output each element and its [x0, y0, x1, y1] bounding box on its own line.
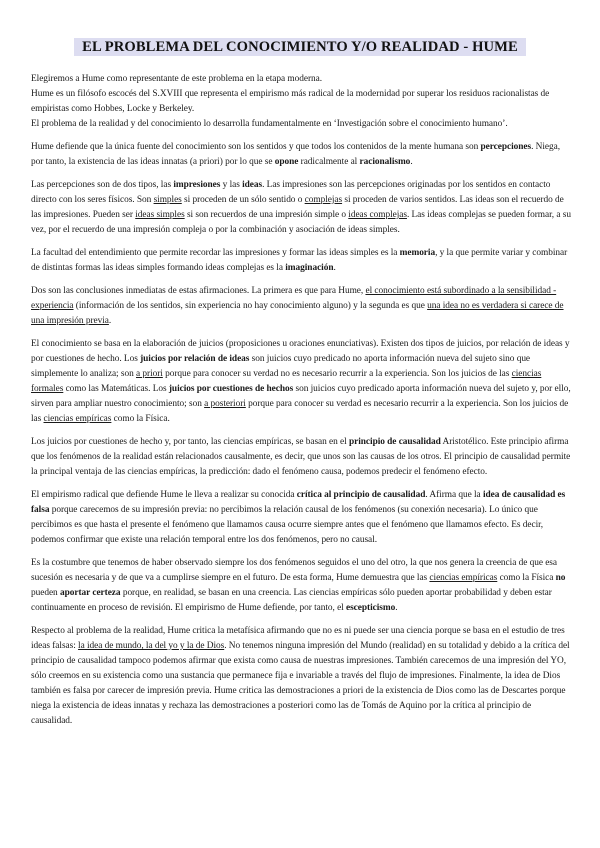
text-run: como las Matemáticas. Los [63, 384, 169, 394]
bold-term: escepticismo [346, 603, 396, 613]
bold-term: ideas [242, 180, 263, 190]
text-run: El conocimiento se basa en la elaboración de juicios (proposiciones u oraciones enunciativas). Existen dos tipos de juicios, por relación de ideas y por cuestiones de hecho. Los [31, 339, 570, 364]
text-run: Es la costumbre que tenemos de haber observado siempre los dos fenómenos seguidos el uno del otro, la que nos genera la creencia de que esa sucesión es necesaria y de que va a cumplirse siempre en el futuro. De esta forma, Hume demuestra que las [31, 558, 557, 583]
text-run: Los juicios por cuestiones de hecho y, por tanto, las ciencias empíricas, se basan en el [31, 437, 349, 447]
underlined-term: simples [153, 195, 182, 205]
bold-term: imaginación [285, 263, 334, 273]
underlined-term: ideas complejas [348, 210, 407, 220]
text-run: Las percepciones son de dos tipos, las [31, 180, 174, 190]
text-run: son juicios cuyo predicado aporta información nueva del sujeto y, por ello, sirven para ampliar nuestro conocimiento; son [31, 384, 571, 409]
bold-term: memoria [399, 248, 436, 258]
paragraph-6 [31, 337, 571, 427]
underlined-term: ciencias empíricas [43, 414, 112, 424]
paragraph-2 [31, 140, 571, 170]
paragraph-9 [31, 556, 571, 616]
underlined-term: a posteriori [204, 399, 246, 409]
text-run: (información de los sentidos, sin experiencia no hay conocimiento alguno) y la segunda es que [73, 301, 428, 311]
text-run: . [108, 316, 112, 326]
text-run: porque para conocer su verdad es necesario recurrir a la experiencia. Son los juicios de las [31, 399, 569, 424]
underlined-term: el conocimiento está subordinado a la sensibilidad - experiencia [31, 286, 557, 311]
text-run: La facultad del entendimiento que permite recordar las impresiones y formar las ideas simples es la [31, 248, 400, 258]
paragraph-10 [31, 624, 571, 729]
paragraph-1 [31, 72, 571, 132]
title-wrap [0, 38, 600, 56]
text-run: . Las impresiones son las percepciones originadas por los sentidos en contacto directo con los seres físicos. Son [31, 180, 551, 205]
bold-term: juicios por cuestiones de hechos [168, 384, 294, 394]
text-run: como la Física. [111, 414, 170, 424]
text-run: . Las ideas complejas se pueden formar, a su vez, por el recuerdo de una impresión compleja o por la combinación y asociación de ideas simples. [31, 210, 571, 235]
text-run: Aristotélico. Este principio afirma que los fenómenos de la realidad están relacionados causalmente, es decir, que unos son las causas de los otros. El principio de causalidad permite la principal ventaja de las ciencias empíricas, la predicción: dado el fenómeno causa, podemos predecir el fenómeno efecto. [31, 437, 571, 477]
text-run: son juicios cuyo predicado no aporta información nueva del sujeto sino que simplemente lo analiza; son [31, 354, 531, 379]
underlined-term: la idea de mundo, la del yo y la de Dios [78, 641, 225, 651]
paragraph-5 [31, 284, 571, 329]
underlined-term: complejas [304, 195, 343, 205]
text-run: . [395, 603, 398, 613]
text-run: . Afirma que la [425, 490, 483, 500]
text-run: si son recuerdos de una impresión simple o [184, 210, 349, 220]
text-run: pueden [31, 588, 60, 598]
text-run: y las [220, 180, 243, 190]
text-run: , y la que permite variar y combinar de distintas formas las ideas simples formando ideas complejas es la [31, 248, 568, 273]
text-run: . [410, 157, 413, 167]
text-run: radicalmente al [298, 157, 360, 167]
text-run: Respecto al problema de la realidad, Hume critica la metafísica afirmando que no es ni puede ser una ciencia porque se basa en el estudio de tres ideas falsas: [31, 626, 565, 651]
text-run: si proceden de un sólo sentido o [181, 195, 305, 205]
bold-term: percepciones [480, 142, 532, 152]
paragraph-8 [31, 488, 571, 548]
paragraph-4 [31, 246, 571, 276]
bold-term: principio de causalidad [348, 437, 441, 447]
text-run: . [333, 263, 336, 273]
text-run: . No tenemos ninguna impresión del Mundo (realidad) en su totalidad y debido a la crítica del principio de causalidad tampoco podemos afirmar que exista como causa de nuestras impresiones. También carecemos de una impresión del YO, sólo creemos en su existencia como una sustancia que permanece fija e invariable a través del flujo de impresiones. Finalmente, la idea de Dios también es falsa por carecer de impresión previa. Hume critica las demostraciones a priori de la existencia de Dios como las de Descartes porque niega la existencia de ideas innatas y rechaza las demostraciones a posteriori como las de Tomás de Aquino por la crítica al principio de causalidad. [31, 641, 570, 726]
text-run: Elegiremos a Hume como representante de este problema en la etapa moderna. [31, 74, 323, 84]
text-run: como la Física [497, 573, 556, 583]
bold-term: crítica al principio de causalidad [296, 490, 426, 500]
text-run: Hume es un filósofo escocés del S.XVIII que representa el empirismo más radical de la modernidad por superar los residuos racionalistas de empiristas como Hobbes, Locke y Berkeley. [31, 89, 550, 114]
bold-term: opone [274, 157, 299, 167]
bold-term: impresiones [173, 180, 221, 190]
text-run: porque para conocer su verdad no es necesario recurrir a la experiencia. Son los juicios de las [162, 369, 512, 379]
underlined-term: a priori [136, 369, 163, 379]
text-run: . Niega, por tanto, la existencia de las ideas innatas (a priori) por lo que se [31, 142, 561, 167]
text-run: si proceden de varios sentidos. Las ideas son el recuerdo de las impresiones. Pueden ser [31, 195, 564, 220]
underlined-term: ideas simples [135, 210, 185, 220]
paragraph-7 [31, 435, 571, 480]
text-run: porque carecemos de su impresión previa: no percibimos la relación causal de los fenómenos (su conexión necesaria). Lo único que percibimos es que hasta el presente el fenómeno que llamamos causa ocurre siempre antes que el fenómeno que llamamos efecto. Es decir, podemos confirmar que existe una relación temporal entre los dos fenómenos, pero no causal. [31, 505, 544, 545]
document-title: EL PROBLEMA DEL CONOCIMIENTO Y/O REALIDAD - HUME [74, 38, 526, 56]
underlined-term: ciencias empíricas [429, 573, 498, 583]
bold-term: aportar certeza [59, 588, 121, 598]
document-body [31, 72, 571, 737]
underlined-term: una idea no es verdadera si carece de una impresión previa [31, 301, 564, 326]
text-run: porque, en realidad, se basan en una creencia. Las ciencias empíricas sólo pueden aportar probabilidad y deben estar continuamente en proceso de revisión. El empirismo de Hume defiende, por tanto, el [31, 588, 552, 613]
bold-term: no [555, 573, 566, 583]
text-run: El empirismo radical que defiende Hume le lleva a realizar su conocida [31, 490, 297, 500]
text-run: Hume defiende que la única fuente del conocimiento son los sentidos y que todos los contenidos de la mente humana son [31, 142, 481, 152]
bold-term: idea de causalidad es falsa [31, 490, 566, 515]
underlined-term: ciencias formales [31, 369, 542, 394]
text-run: El problema de la realidad y del conocimiento lo desarrolla fundamentalmente en ‘Investigación sobre el conocimiento humano’. [31, 119, 508, 129]
bold-term: juicios por relación de ideas [140, 354, 250, 364]
text-run: Dos son las conclusiones inmediatas de estas afirmaciones. La primera es que para Hume, [31, 286, 366, 296]
bold-term: racionalismo [359, 157, 411, 167]
paragraph-3 [31, 178, 571, 238]
